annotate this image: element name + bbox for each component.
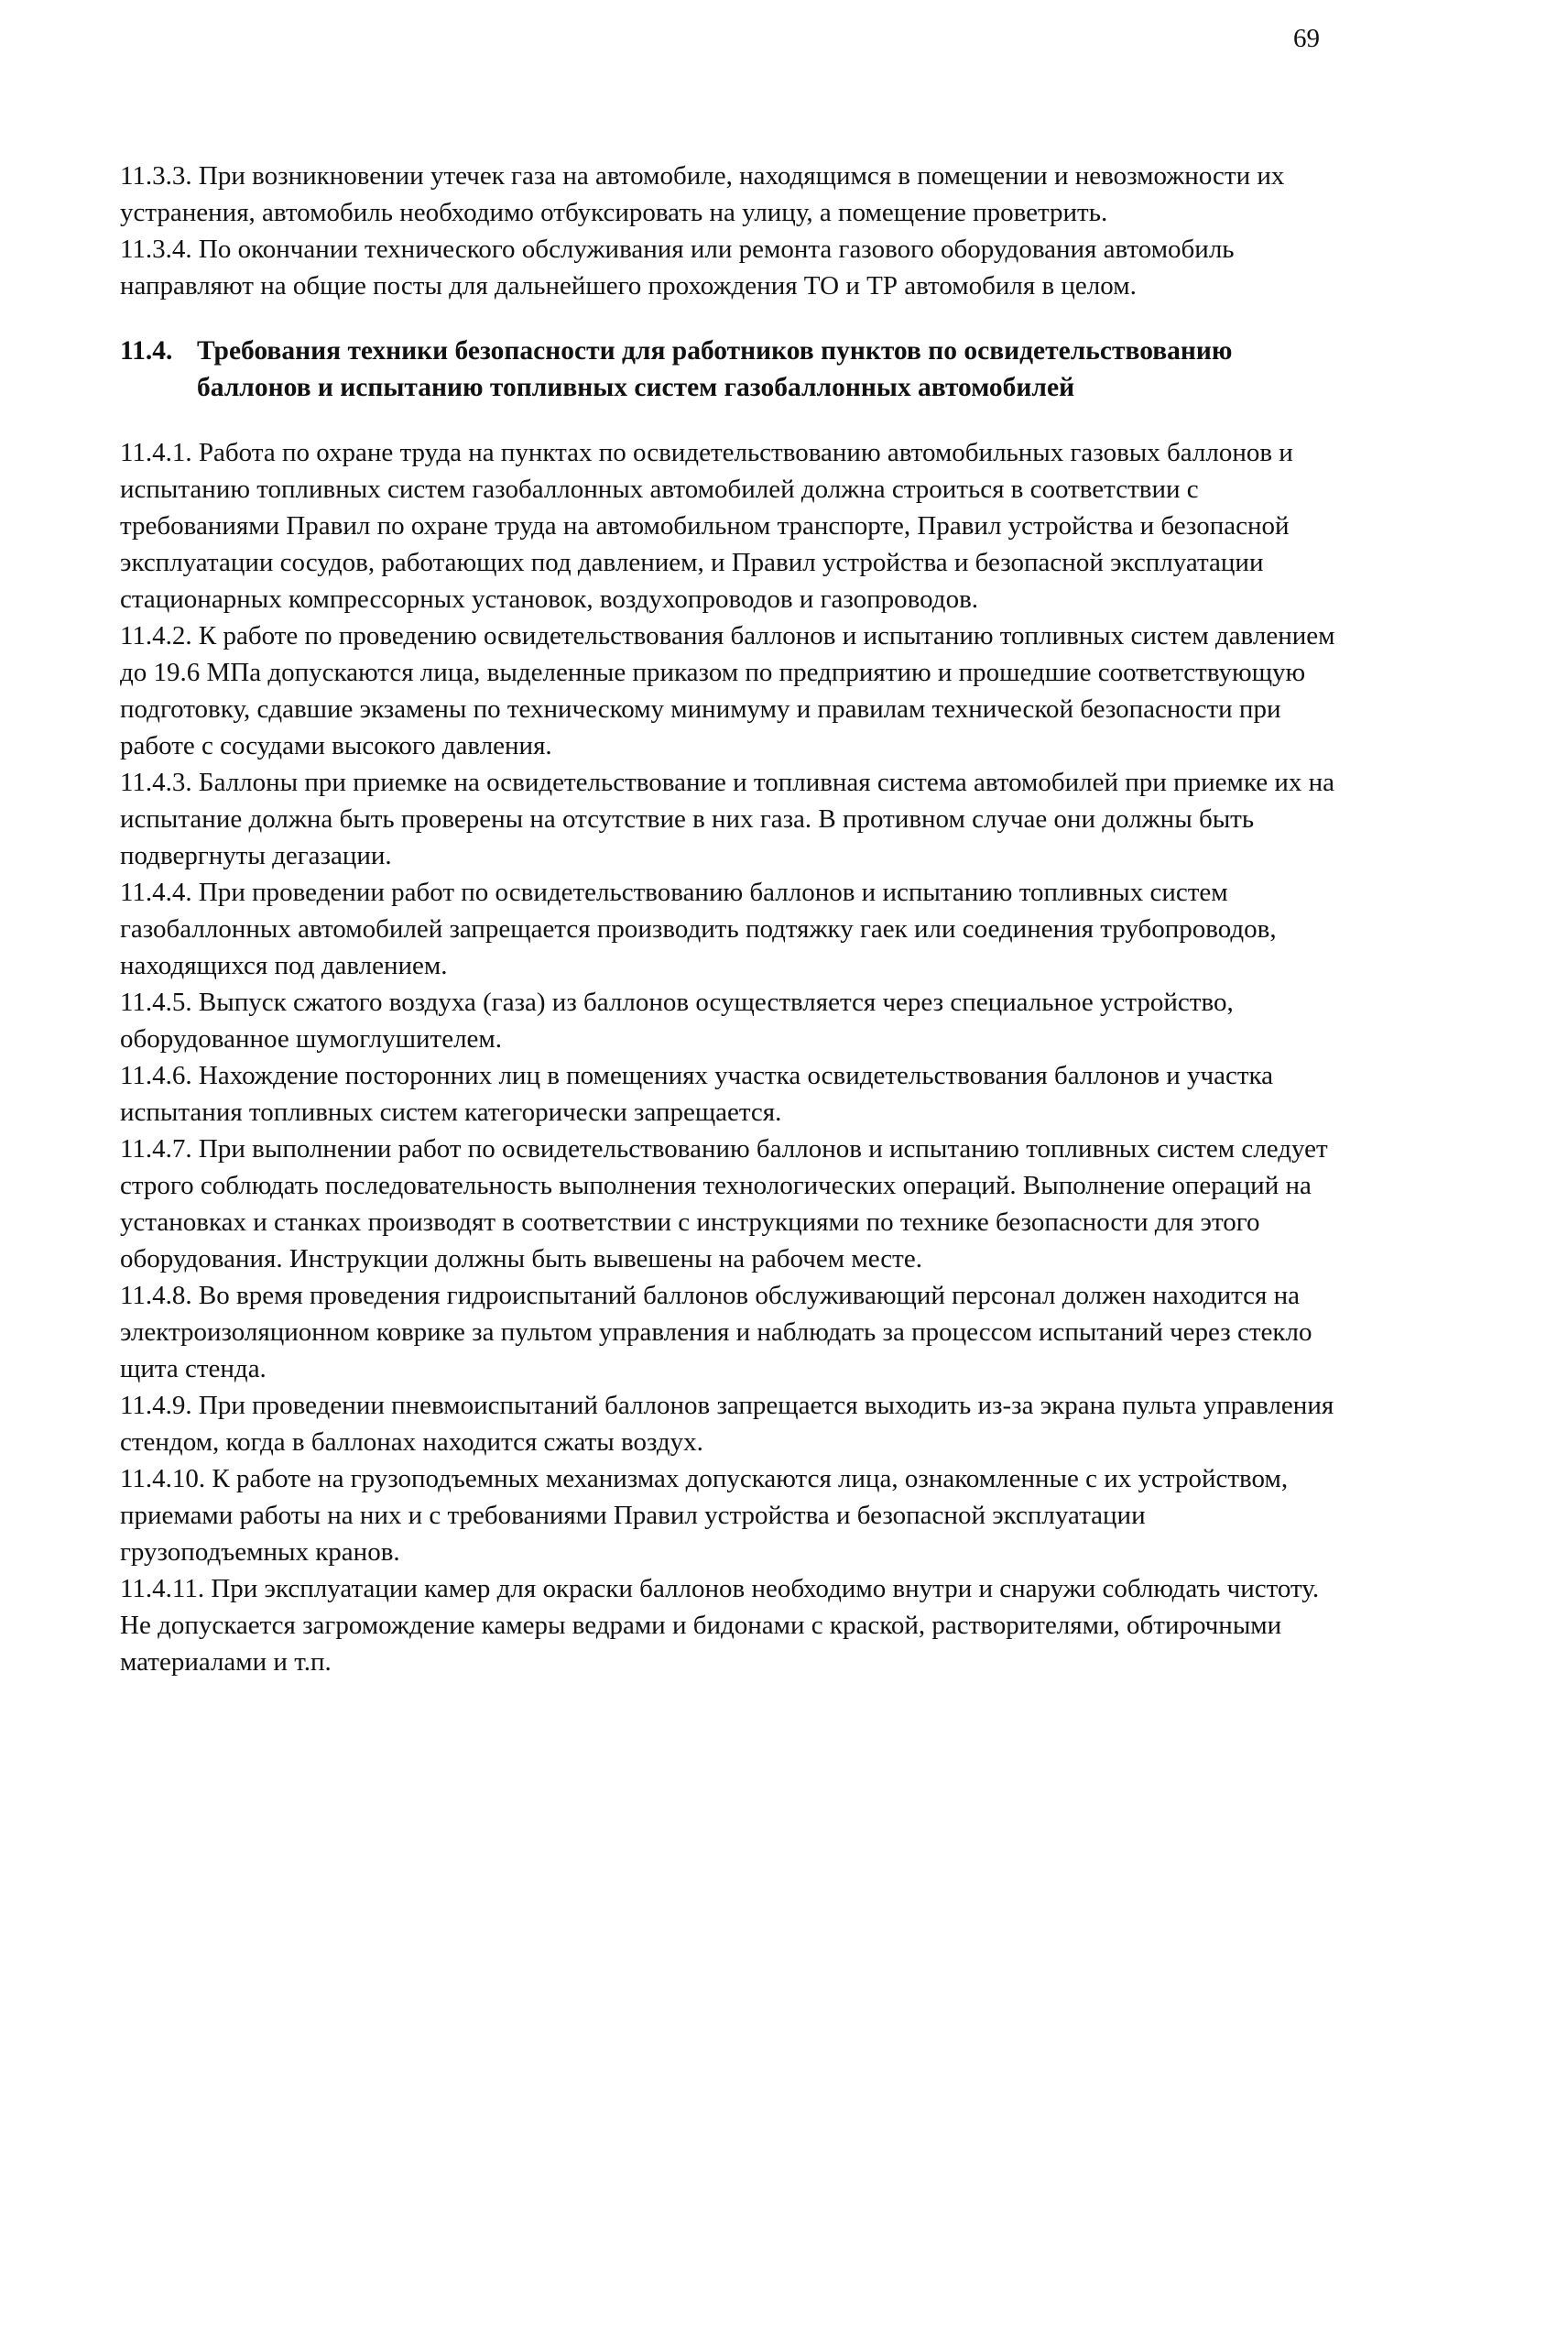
paragraph-11-3-4: 11.3.4. По окончании технического обслуживания или ремонта газового оборудования автомобиль направляют на общие посты для дальнейшего прохождения ТО и ТР автомобиля в целом. xyxy=(120,235,1235,301)
section-title: Требования техники безопасности для работников пунктов по освидетельствованию баллонов и испытанию топливных систем газобаллонных автомобилей xyxy=(197,336,1233,402)
paragraph-11-3-3: 11.3.3. При возникновении утечек газа на автомобиле, находящимся в помещении и невозможности их устранения, автомобиль необходимо отбуксировать на улицу, а помещение проветрить. xyxy=(120,161,1285,227)
paragraph-11-4-11: 11.4.11. При эксплуатации камер для окраски баллонов необходимо внутри и снаружи соблюдать чистоту. Не допускается загромождение камеры ведрами и бидонами с краской, растворителями, обтирочными материалами и т.п. xyxy=(120,1574,1320,1677)
paragraph-11-4-2: 11.4.2. К работе по проведению освидетельствования баллонов и испытанию топливных систем давлением до 19.6 МПа допускаются лица, выделенные приказом по предприятию и прошедшие соответствующую подготовку, сдавшие экзамены по техническому минимуму и правилам технической безопасности при работе с сосудами высокого давления. xyxy=(120,621,1335,760)
section-number: 11.4. xyxy=(120,336,173,366)
paragraph-11-4-10: 11.4.10. К работе на грузоподъемных механизмах допускаются лица, ознакомленные с их устройством, приемами работы на них и с требованиями Правил устройства и безопасной эксплуатации грузоподъемных кранов. xyxy=(120,1464,1289,1567)
document-body xyxy=(120,158,1338,1680)
paragraph-11-4-4: 11.4.4. При проведении работ по освидетельствованию баллонов и испытанию топливных систем газобаллонных автомобилей запрещается производить подтяжку гаек или соединения трубопроводов, находящихся под давлением. xyxy=(120,878,1277,980)
paragraph-11-4-1: 11.4.1. Работа по охране труда на пунктах по освидетельствованию автомобильных газовых баллонов и испытанию топливных систем газобаллонных автомобилей должна строиться в соответствии с требованиями Правил по охране труда на автомобильном транспорте, Правил устройства и безопасной эксплуатации сосудов, работающих под давлением, и Правил устройства и безопасной эксплуатации стационарных компрессорных установок, воздухопроводов и газопроводов. xyxy=(120,438,1293,614)
paragraph-11-4-6: 11.4.6. Нахождение посторонних лиц в помещениях участка освидетельствования баллонов и участка испытания топливных систем категорически запрещается. xyxy=(120,1061,1274,1127)
paragraph-11-4-5: 11.4.5. Выпуск сжатого воздуха (газа) из баллонов осуществляется через специальное устройство, оборудованное шумоглушителем. xyxy=(120,988,1234,1054)
page-number: 69 xyxy=(1293,24,1320,53)
paragraph-11-4-7: 11.4.7. При выполнении работ по освидетельствованию баллонов и испытанию топливных систем следует строго соблюдать последовательность выполнения технологических операций. Выполнение операций на установках и станках производят в соответствии с инструкциями по технике безопасности для этого оборудования. Инструкции должны быть вывешены на рабочем месте. xyxy=(120,1134,1328,1273)
paragraph-11-4-3: 11.4.3. Баллоны при приемке на освидетельствование и топливная система автомобилей при приемке их на испытание должна быть проверены на отсутствие в них газа. В противном случае они должны быть подвергнуты дегазации. xyxy=(120,768,1334,870)
paragraph-11-4-9: 11.4.9. При проведении пневмоиспытаний баллонов запрещается выходить из-за экрана пульта управления стендом, когда в баллонах находится сжаты воздух. xyxy=(120,1391,1334,1457)
section-heading-11-4 xyxy=(120,333,1338,406)
paragraph-11-4-8: 11.4.8. Во время проведения гидроиспытаний баллонов обслуживающий персонал должен находится на электроизоляционном коврике за пультом управления и наблюдать за процессом испытаний через стекло щита стенда. xyxy=(120,1281,1312,1383)
